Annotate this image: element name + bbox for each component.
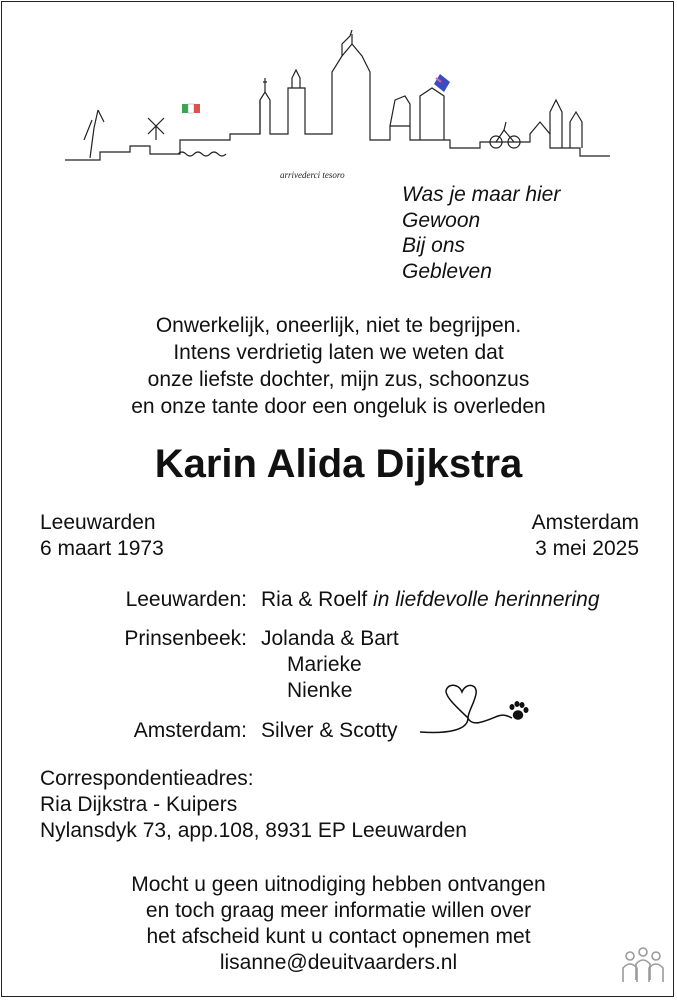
birth-date: 6 maart 1973 [40,537,164,560]
skyline-caption: arrivederci tesoro [280,170,345,180]
death-info [532,510,639,562]
closing-line: het afscheid kunt u contact opnemen met [146,925,531,948]
death-date: 3 mei 2025 [535,537,639,560]
poem-line: Was je maar hier [402,183,561,206]
poem [402,182,560,284]
family-place: Prinsenbeek: [124,627,247,650]
family-names: Jolanda & Bart [261,627,399,650]
family-note: in liefdevolle herinnering [367,588,600,611]
closing-line: en toch graag meer informatie willen over [145,899,532,922]
intro-line: en onze tante door een ongeluk is overleden [131,395,546,418]
family-place: Amsterdam: [133,719,247,742]
family-child: Nienke [287,679,353,702]
birth-info [40,510,164,562]
closing-text [0,872,677,976]
family-names [261,587,600,613]
poem-line: Gewoon [402,208,481,232]
heart-paw-icon [418,682,530,742]
correspondence-label: Correspondentieadres: [40,767,254,790]
contact-email: lisanne@deuitvaarders.nl [219,951,458,974]
family-names: Silver & Scotty [261,719,398,742]
correspondence-name: Ria Dijkstra - Kuipers [40,793,238,816]
intro-line: onze liefste dochter, mijn zus, schoonzus [147,368,530,391]
poem-line: Bij ons [402,234,466,257]
intro-line: Intens verdrietig laten we weten dat [173,341,504,364]
intro-line: Onwerkelijk, oneerlijk, niet te begrijpen. [155,314,522,337]
intro-text [0,312,677,420]
death-place: Amsterdam [531,511,639,534]
family-names-text: Ria & Roelf [261,588,368,611]
people-group-icon [618,946,668,986]
birth-place: Leeuwarden [40,511,156,534]
correspondence-address: Nylansdyk 73, app.108, 8931 EP Leeuwarden [40,819,467,842]
closing-line: Mocht u geen uitnodiging hebben ontvangen [131,873,546,896]
deceased-name: Karin Alida Dijkstra [154,442,523,486]
family-child: Marieke [287,653,362,676]
poem-line: Gebleven [402,259,492,283]
family-place: Leeuwarden: [125,588,247,611]
correspondence-block [40,766,467,844]
city-skyline-illustration [60,30,620,185]
